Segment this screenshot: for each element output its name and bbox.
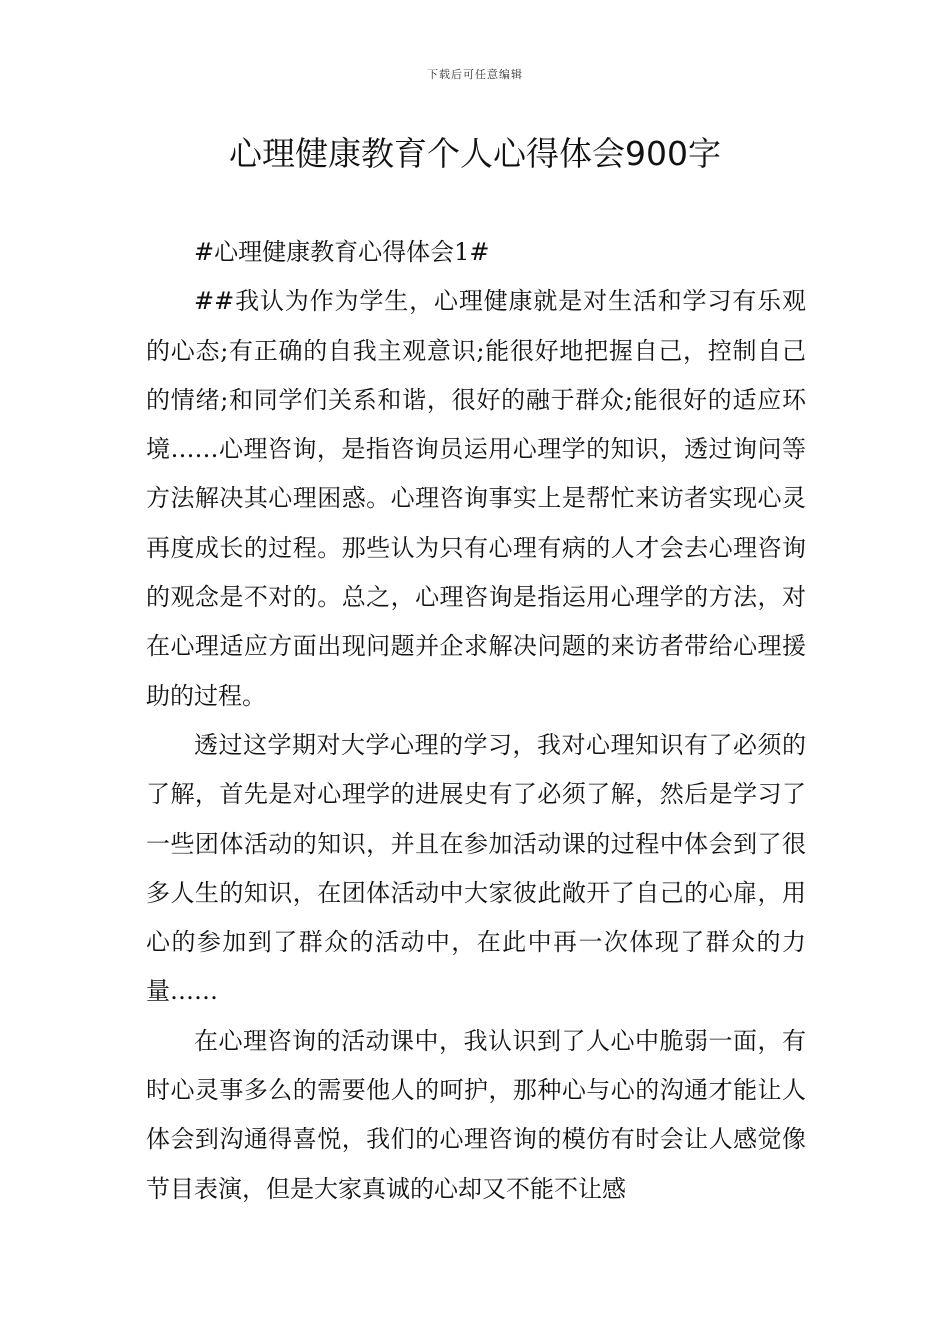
paragraph: 透过这学期对大学心理的学习，我对心理知识有了必须的了解，首先是对心理学的进展史有了必须了解，然后是学习了一些团体活动的知识，并且在参加活动课的过程中体会到了很多人生的知识，在团体活动中大家彼此敞开了自己的心扉，用心的参加到了群众的活动中，在此中再一次体现了群众的力量…… bbox=[146, 730, 806, 1006]
paragraph: ##我认为作为学生，心理健康就是对生活和学习有乐观的心态;有正确的自我主观意识;能很好地把握自己，控制自己的情绪;和同学们关系和谐，很好的融于群众;能很好的适应环境……心理咨询，是指咨询员运用心理学的知识，透过询问等方法解决其心理困惑。心理咨询事实上是帮忙来访者实现心灵再度成长的过程。那些认为只有心理有病的人才会去心理咨询的观念是不对的。总之，心理咨询是指运用心理学的方法，对在心理适应方面出现问题并企求解决问题的来访者带给心理援助的过程。 bbox=[146, 287, 806, 710]
paragraph: 在心理咨询的活动课中，我认识到了人心中脆弱一面，有时心灵事多么的需要他人的呵护，那种心与心的沟通才能让人体会到沟通得喜悦，我们的心理咨询的模仿有时会让人感觉像节目表演，但是大家真诚的心却又不能不让感 bbox=[146, 1026, 806, 1203]
paragraph-section-heading: #心理健康教育心得体会1# bbox=[194, 238, 490, 266]
document-body bbox=[146, 228, 806, 1214]
header-note: 下载后可任意编辑 bbox=[427, 68, 523, 81]
document-title: 心理健康教育个人心得体会900字 bbox=[229, 134, 721, 173]
